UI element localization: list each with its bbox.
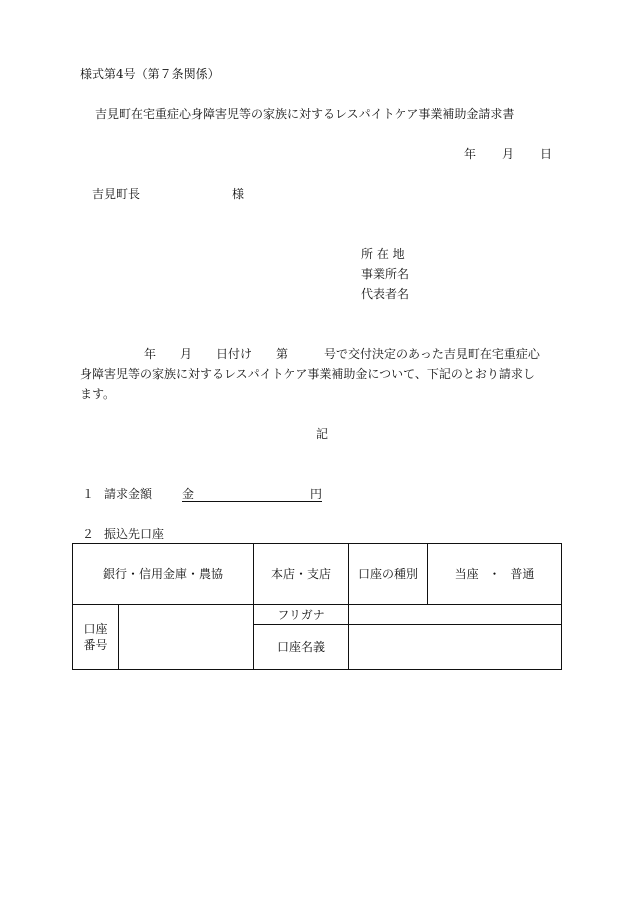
amount-suffix: 円	[309, 487, 322, 501]
document-title: 吉見町在宅重症心身障害児等の家族に対するレスパイトケア事業補助金請求書	[95, 107, 515, 121]
item2-number: ２	[82, 527, 95, 541]
claim-amount-item	[82, 486, 322, 502]
account-type-separator: ・	[488, 567, 501, 581]
account-type-touza[interactable]: 当座	[454, 567, 479, 581]
account-name-field[interactable]	[349, 625, 562, 670]
claim-amount-label: 請求金額	[104, 487, 153, 501]
account-number-label-line2: 番号	[83, 638, 108, 652]
branch-cell[interactable]	[254, 544, 349, 605]
body-line-3: ます。	[80, 387, 116, 401]
addressee	[92, 186, 245, 202]
body-line-1: 年 月 日付け 第 号で交付決定のあった吉見町在宅重症心	[144, 347, 540, 361]
date-year-label: 年	[464, 147, 477, 161]
account-type-label-cell	[349, 544, 428, 605]
bank-account-item	[82, 526, 165, 542]
furigana-field[interactable]	[349, 605, 562, 625]
bank-name-cell[interactable]	[73, 544, 254, 605]
account-type-label: 口座の種別	[358, 567, 419, 581]
account-name-label: 口座名義	[277, 640, 326, 654]
bank-account-label: 振込先口座	[104, 527, 165, 541]
account-type-options-cell[interactable]	[428, 544, 562, 605]
applicant-block	[361, 244, 409, 304]
request-body-text	[80, 344, 560, 404]
bank-type-label: 銀行・信用金庫・農協	[103, 567, 224, 581]
body-line-2: 身障害児等の家族に対するレスパイトケア事業補助金について、下記のとおり請求し	[80, 367, 535, 381]
date-month-label: 月	[502, 147, 515, 161]
item1-number: １	[82, 487, 95, 501]
office-name-label: 事業所名	[361, 267, 410, 281]
account-number-label-line1: 口座	[83, 622, 108, 636]
account-type-futsu[interactable]: 普通	[510, 567, 535, 581]
furigana-label: フリガナ	[277, 607, 325, 622]
account-name-label-cell	[254, 625, 349, 670]
addressee-honorific: 様	[232, 187, 245, 201]
addressee-name: 吉見町長	[92, 187, 141, 201]
ki-heading: 記	[316, 427, 329, 441]
account-number-label-cell	[73, 605, 119, 670]
address-label: 所 在 地	[361, 247, 405, 261]
furigana-label-cell	[254, 605, 349, 625]
representative-label: 代表者名	[361, 287, 410, 301]
account-number-field[interactable]	[119, 605, 254, 670]
bank-account-table	[72, 543, 562, 670]
form-number: 様式第4号（第７条関係）	[80, 67, 220, 81]
amount-prefix: 金	[182, 487, 195, 501]
claim-amount-field[interactable]	[182, 486, 322, 502]
date-line	[464, 146, 552, 162]
date-day-label: 日	[540, 147, 553, 161]
branch-label: 本店・支店	[271, 567, 332, 581]
